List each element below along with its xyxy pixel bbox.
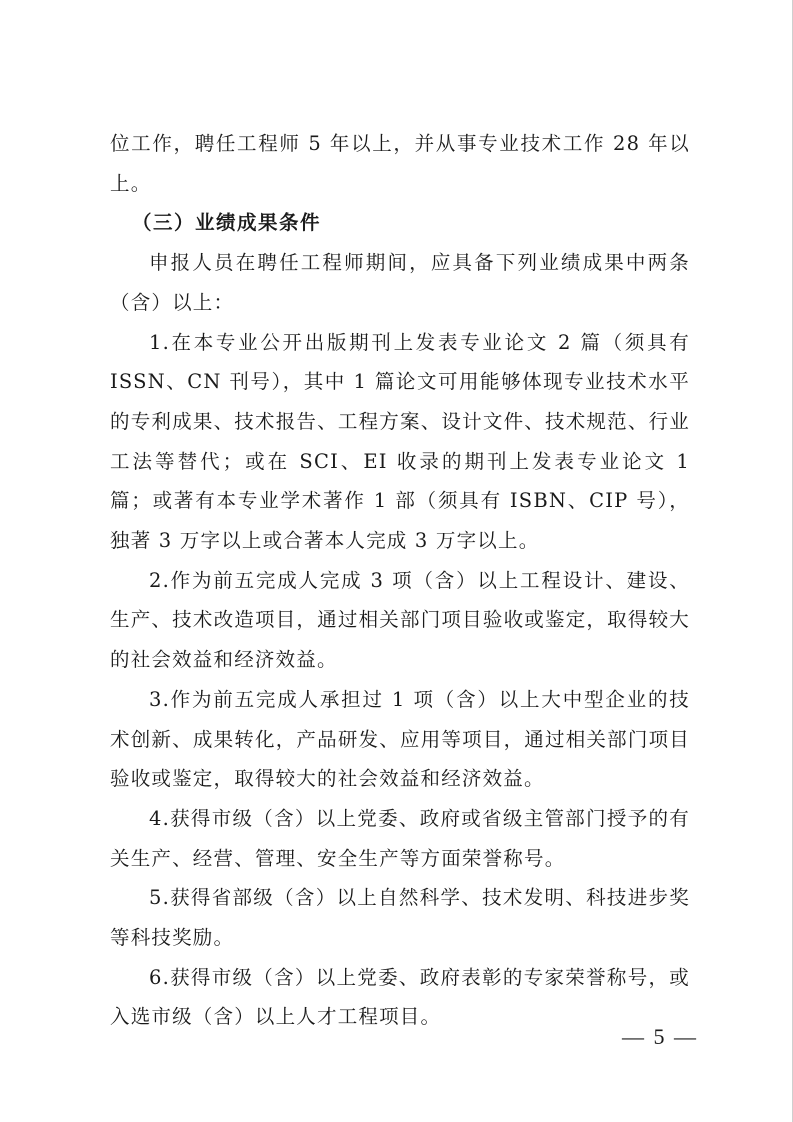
list-item-5: 5.获得省部级（含）以上自然科学、技术发明、科技进步奖等科技奖励。 xyxy=(110,886,690,950)
section-heading: （三）业绩成果条件 xyxy=(132,211,322,235)
page-number: — 5 — xyxy=(622,1024,698,1049)
list-item-2: 2.作为前五完成人完成 3 项（含）以上工程设计、建设、生产、技术改造项目，通过相关部门项目验收或鉴定，取得较大的社会效益和经济效益。 xyxy=(110,568,690,672)
paragraph-intro: 申报人员在聘任工程师期间，应具备下列业绩成果中两条（含）以上： xyxy=(110,251,690,314)
list-item-6: 6.获得市级（含）以上党委、政府表彰的专家荣誉称号，或入选市级（含）以上人才工程项目。 xyxy=(110,965,690,1029)
list-item-1: 1.在本专业公开出版期刊上发表专业论文 2 篇（须具有ISSN、CN 刊号），其中 1 篇论文可用能够体现专业技术水平的专利成果、技术报告、工程方案、设计文件、技术规范、行业工法等替代；或在 SCI、EI 收录的期刊上发表专业论文 1 篇；或著有本专业学术著作 1 部（须具有 ISBN、CIP 号），独著 3 万字以上或合著本人完成 3 万字以上。 xyxy=(110,330,690,553)
list-item-4: 4.获得市级（含）以上党委、政府或省级主管部门授予的有关生产、经营、管理、安全生产等方面荣誉称号。 xyxy=(110,806,690,870)
paragraph-continuation: 位工作，聘任工程师 5 年以上，并从事专业技术工作 28 年以上。 xyxy=(110,132,690,195)
document-body xyxy=(110,124,690,1037)
list-item-3: 3.作为前五完成人承担过 1 项（含）以上大中型企业的技术创新、成果转化，产品研发、应用等项目，通过相关部门项目验收或鉴定，取得较大的社会效益和经济效益。 xyxy=(110,687,690,791)
